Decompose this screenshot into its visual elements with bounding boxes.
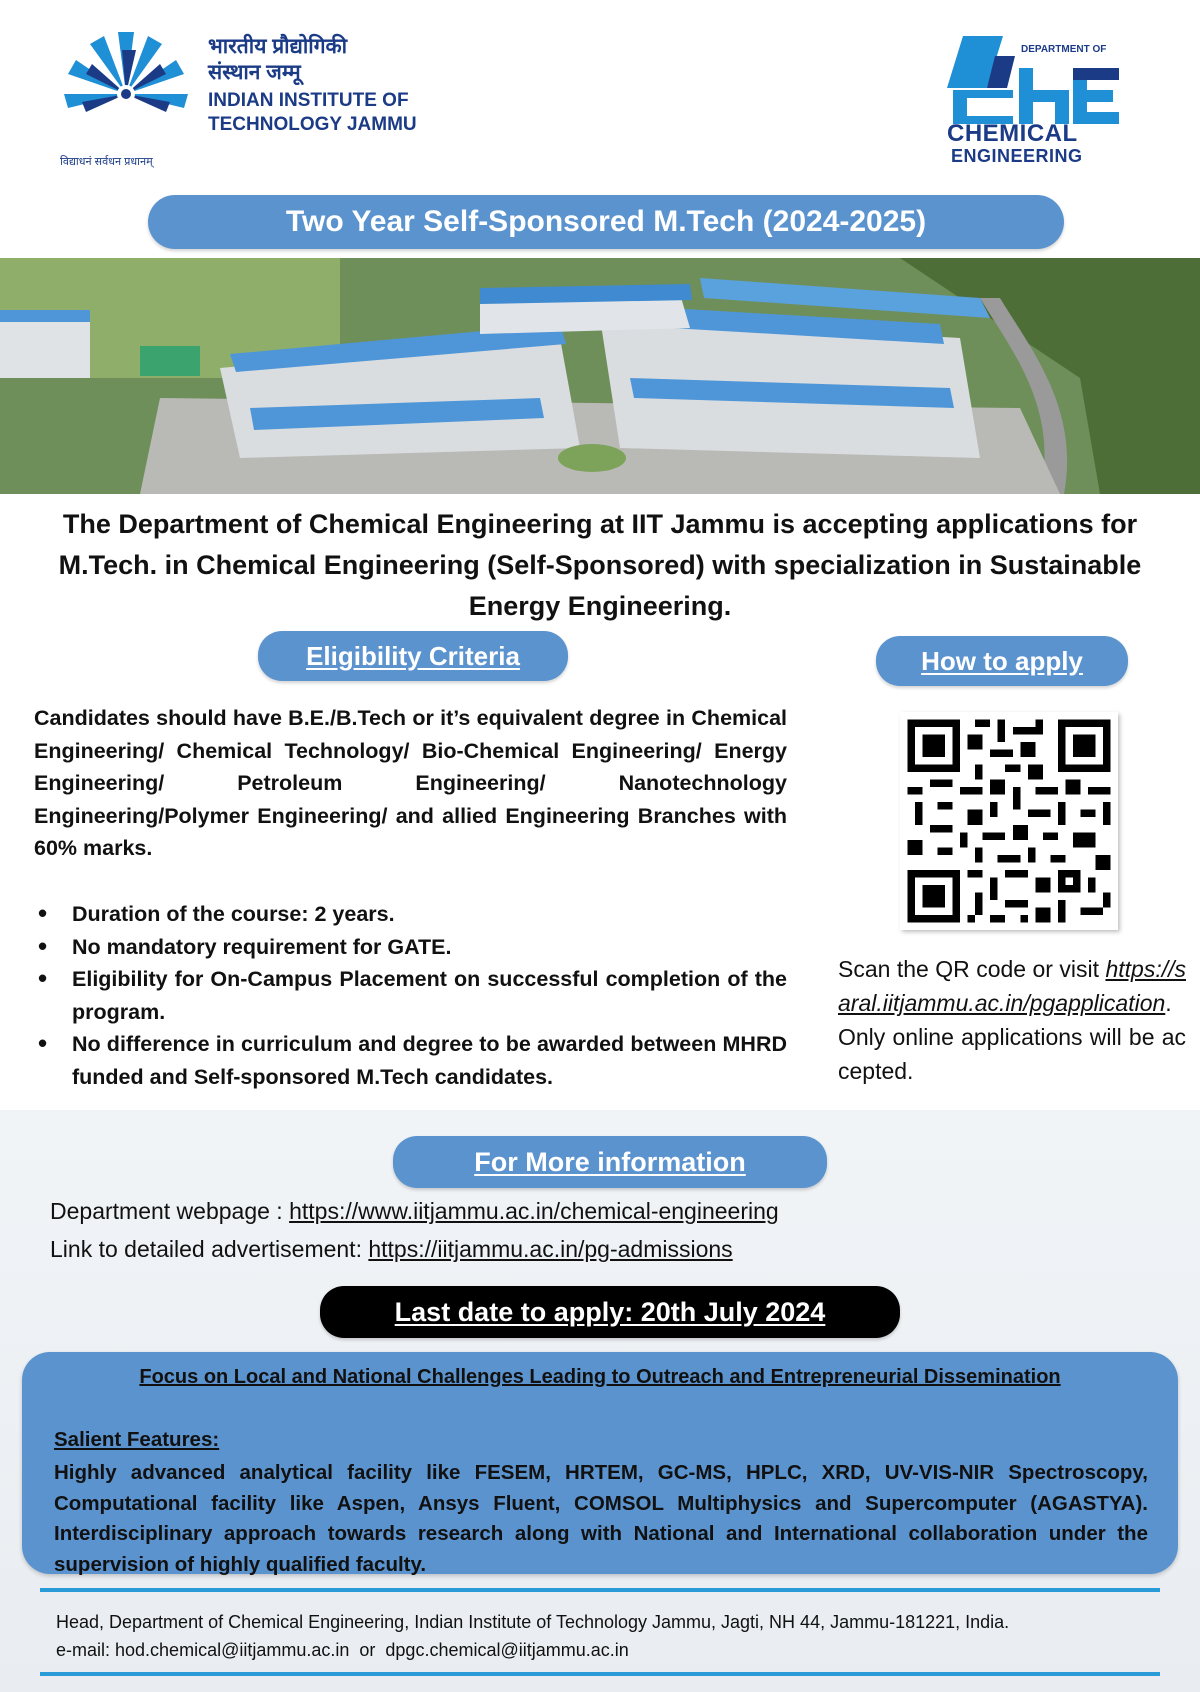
more-info-heading: [393, 1136, 827, 1188]
footer-email-1[interactable]: hod.chemical@iitjammu.ac.in: [115, 1640, 350, 1660]
apply-text-after: . Only online applications will be accepted.: [838, 990, 1186, 1084]
eligibility-heading: [258, 631, 568, 681]
footer-email-separator: or: [349, 1640, 386, 1660]
apply-link[interactable]: https://saral.iitjammu.ac.in/pgapplication: [838, 956, 1186, 1016]
intro-text: The Department of Chemical Engineering at IIT Jammu is accepting applications for M.Tech. in Chemical Engineering (Self-Sponsored) with specialization in Sustainable Energy Engineering.: [58, 509, 1142, 621]
dept-logo-top: DEPARTMENT OF: [1021, 44, 1107, 55]
dept-logo-line1: CHEMICAL: [947, 120, 1078, 147]
apply-instructions: [838, 952, 1186, 1088]
advertisement-label: Link to detailed advertisement:: [50, 1236, 369, 1262]
footer-divider-bottom: [40, 1672, 1160, 1676]
dept-webpage-row: [50, 1198, 779, 1225]
institute-name-hindi-1: भारतीय प्रौद्योगिकी: [208, 35, 348, 58]
bullet-curriculum: • No difference in curriculum and degree to be awarded between MHRD funded and Self-sponsored M.Tech candidates.: [34, 1028, 787, 1093]
deadline-banner: [320, 1286, 900, 1338]
features-subheading-text: Salient Features:: [54, 1428, 220, 1451]
iit-jammu-logo: [48, 22, 468, 182]
title-banner-text: Two Year Self-Sponsored M.Tech (2024-2025): [285, 205, 927, 238]
eligibility-heading-text: Eligibility Criteria: [306, 640, 520, 671]
apply-text-before: Scan the QR code or visit: [838, 956, 1100, 982]
dept-webpage-label: Department webpage :: [50, 1198, 290, 1224]
title-banner: [148, 195, 1064, 249]
institute-name-en-1: INDIAN INSTITUTE OF: [208, 90, 409, 111]
features-subheading: [54, 1428, 219, 1452]
iit-jammu-emblem-icon: [48, 22, 203, 162]
bullet-gate: • No mandatory requirement for GATE.: [34, 931, 787, 964]
how-to-apply-heading-text: How to apply: [921, 645, 1083, 676]
footer-address: Head, Department of Chemical Engineering, Indian Institute of Technology Jammu, Jagti, NH 44, Jammu-181221, India.: [56, 1612, 1010, 1632]
dept-webpage-link[interactable]: https://www.iitjammu.ac.in/chemical-engineering: [289, 1198, 779, 1224]
footer-divider-top: [40, 1588, 1160, 1592]
deadline-text: Last date to apply: 20th July 2024: [394, 1296, 826, 1327]
institute-name-en-2: TECHNOLOGY JAMMU: [208, 114, 417, 135]
advertisement-link[interactable]: https://iitjammu.ac.in/pg-admissions: [368, 1236, 733, 1262]
campus-illustration: [0, 258, 1200, 494]
features-text: Highly advanced analytical facility like FESEM, HRTEM, GC-MS, HPLC, XRD, UV-VIS-NIR Spectroscopy, Computational facility like Aspen, Ansys Fluent, COMSOL Multiphysics and Supercomputer (AGASTYA). Interdisciplinary approach towards research along with National and International collaboration under the supervision of highly qualified faculty.: [54, 1461, 1148, 1576]
features-heading-text: Focus on Local and National Challenges Leading to Outreach and Entrepreneurial Dissemination: [139, 1366, 1061, 1388]
bullet-placement: • Eligibility for On-Campus Placement on successful completion of the program.: [34, 963, 787, 1028]
more-info-heading-text: For More information: [474, 1146, 746, 1177]
campus-aerial-photo: [0, 258, 1200, 494]
bullet-duration: • Duration of the course: 2 years.: [34, 898, 787, 931]
che-logo-icon: [945, 28, 1125, 128]
qr-code[interactable]: [900, 712, 1118, 930]
institute-motto: विद्याधनं सर्वधन प्रधानम्: [60, 156, 153, 168]
advertisement-row: [50, 1236, 733, 1263]
features-heading: [22, 1366, 1178, 1389]
institute-name-hindi-2: संस्थान जम्मू: [208, 61, 301, 84]
footer-email-label: e-mail:: [56, 1640, 116, 1660]
qr-code-icon: [900, 712, 1118, 930]
dept-logo-line2: ENGINEERING: [951, 146, 1083, 166]
footer-email-2[interactable]: dpgc.chemical@iitjammu.ac.in: [385, 1640, 629, 1660]
how-to-apply-heading: [876, 636, 1128, 686]
eligibility-text: Candidates should have B.E./B.Tech or it’s equivalent degree in Chemical Engineering/ Chemical Technology/ Bio-Chemical Engineering/ Energy Engineering/ Petroleum Engineering/ Nanotechnology Engineering/Polymer Engineering/ and allied Engineering Branches with 60% marks.: [34, 706, 787, 860]
eligibility-bullets: [34, 898, 787, 1093]
chemical-engineering-logo: [945, 28, 1125, 168]
features-box: [22, 1352, 1178, 1574]
footer-email-row: [56, 1640, 629, 1661]
